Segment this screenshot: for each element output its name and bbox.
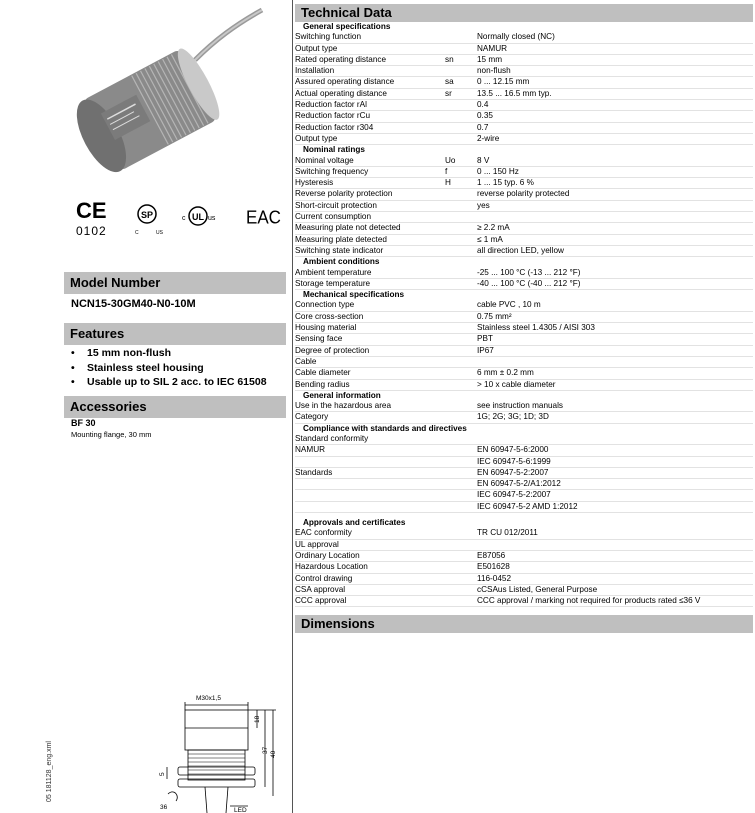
ce-number: 0102 xyxy=(76,224,107,238)
spec-row xyxy=(295,311,753,322)
spec-row xyxy=(295,467,753,478)
spec-label: Control drawing xyxy=(295,573,445,584)
spec-group-header xyxy=(295,145,753,156)
technical-data-header: Technical Data xyxy=(295,4,753,22)
spec-symbol: H xyxy=(445,178,477,189)
spec-value: 0 ... 12.15 mm xyxy=(477,77,753,88)
spec-label: Degree of protection xyxy=(295,345,445,356)
spec-value: yes xyxy=(477,200,753,211)
spec-row xyxy=(295,356,753,367)
spec-symbol xyxy=(445,189,477,200)
model-number: NCN15-30GM40-N0-10M xyxy=(71,298,196,310)
accessory-description: Mounting flange, 30 mm xyxy=(71,430,152,439)
spec-symbol xyxy=(445,445,477,456)
spec-group-label: Compliance with standards and directives xyxy=(303,423,467,433)
spec-label: Standard conformity xyxy=(295,434,445,445)
spec-symbol xyxy=(445,200,477,211)
spec-label: Storage temperature xyxy=(295,278,445,289)
spec-symbol xyxy=(445,66,477,77)
spec-row xyxy=(295,200,753,211)
spec-label: Bending radius xyxy=(295,379,445,390)
spec-symbol xyxy=(445,584,477,595)
spec-value xyxy=(477,356,753,367)
certification-logos xyxy=(72,198,287,238)
feature-item: • Usable up to SIL 2 acc. to IEC 61508 xyxy=(71,375,267,390)
svg-text:UL: UL xyxy=(192,212,204,222)
spec-value: 1 ... 15 typ. 6 % xyxy=(477,178,753,189)
spec-symbol xyxy=(445,562,477,573)
ul-mark-icon xyxy=(182,207,216,225)
spec-value: IEC 60947-5-2:2007 xyxy=(477,490,753,501)
spec-value: Stainless steel 1.4305 / AISI 303 xyxy=(477,323,753,334)
spec-row xyxy=(295,278,753,289)
spec-label xyxy=(295,501,445,512)
spec-value: 0.7 xyxy=(477,122,753,133)
spec-symbol xyxy=(445,268,477,279)
spec-row xyxy=(295,32,753,43)
spec-row xyxy=(295,66,753,77)
spec-row xyxy=(295,456,753,467)
spec-value: reverse polarity protected xyxy=(477,189,753,200)
spec-row xyxy=(295,434,753,445)
spec-row xyxy=(295,156,753,167)
svg-text:CE: CE xyxy=(76,198,107,223)
spec-row xyxy=(295,539,753,550)
spec-value: NAMUR xyxy=(477,43,753,54)
spec-label: Housing material xyxy=(295,323,445,334)
spec-value: E501628 xyxy=(477,562,753,573)
svg-text:C: C xyxy=(135,230,139,236)
spec-label: Connection type xyxy=(295,300,445,311)
svg-text:EAC: EAC xyxy=(246,206,281,228)
spec-label: Installation xyxy=(295,66,445,77)
spec-value: 0.35 xyxy=(477,111,753,122)
spec-value: non-flush xyxy=(477,66,753,77)
spec-label: Hazardous Location xyxy=(295,562,445,573)
spec-row xyxy=(295,245,753,256)
dim-36-label: 36 xyxy=(160,804,168,811)
spec-value: > 10 x cable diameter xyxy=(477,379,753,390)
spec-value: TR CU 012/2011 xyxy=(477,528,753,539)
spec-value xyxy=(477,212,753,223)
spec-value: Normally closed (NC) xyxy=(477,32,753,43)
spec-row xyxy=(295,584,753,595)
spec-row xyxy=(295,550,753,561)
spec-value: 2-wire xyxy=(477,133,753,144)
spec-symbol xyxy=(445,100,477,111)
spec-symbol xyxy=(445,456,477,467)
spec-label: Switching state indicator xyxy=(295,245,445,256)
spec-symbol xyxy=(445,300,477,311)
spec-symbol xyxy=(445,401,477,412)
spec-symbol xyxy=(445,323,477,334)
spec-value: IP67 xyxy=(477,345,753,356)
spec-symbol xyxy=(445,234,477,245)
spec-symbol xyxy=(445,356,477,367)
eac-mark-icon xyxy=(246,207,281,228)
spec-label: Ambient temperature xyxy=(295,268,445,279)
spec-label xyxy=(295,479,445,490)
feature-item: • Stainless steel housing xyxy=(71,361,267,376)
spec-value xyxy=(477,434,753,445)
spec-label: Category xyxy=(295,412,445,423)
spec-row xyxy=(295,501,753,512)
spec-symbol xyxy=(445,467,477,478)
spec-value: IEC 60947-5-2 AMD 1:2012 xyxy=(477,501,753,512)
spec-symbol xyxy=(445,111,477,122)
spec-group-label: Approvals and certificates xyxy=(303,518,406,528)
spec-symbol xyxy=(445,479,477,490)
spec-symbol xyxy=(445,412,477,423)
spec-value: all direction LED, yellow xyxy=(477,245,753,256)
spec-value xyxy=(477,539,753,550)
spec-symbol xyxy=(445,43,477,54)
spec-group-label: General information xyxy=(303,390,381,400)
spec-symbol xyxy=(445,434,477,445)
spec-group-header xyxy=(295,423,753,434)
spec-row xyxy=(295,212,753,223)
spec-label: Actual operating distance xyxy=(295,88,445,99)
spec-label: Cable xyxy=(295,356,445,367)
spec-label: Assured operating distance xyxy=(295,77,445,88)
svg-text:c: c xyxy=(182,215,186,222)
spec-label xyxy=(295,490,445,501)
spec-symbol xyxy=(445,122,477,133)
csa-mark-icon xyxy=(135,205,164,236)
spec-label: Nominal voltage xyxy=(295,156,445,167)
spec-group-header xyxy=(295,518,753,528)
spec-value: PBT xyxy=(477,334,753,345)
spec-symbol xyxy=(445,379,477,390)
spec-row xyxy=(295,300,753,311)
svg-text:SP: SP xyxy=(141,210,154,220)
spec-symbol xyxy=(445,212,477,223)
spec-value: 0 ... 150 Hz xyxy=(477,166,753,177)
dimension-drawing xyxy=(160,688,300,813)
spec-symbol xyxy=(445,550,477,561)
spec-group-label: Ambient conditions xyxy=(303,257,380,267)
spec-row xyxy=(295,379,753,390)
spec-label: Switching function xyxy=(295,32,445,43)
spec-label: Measuring plate not detected xyxy=(295,223,445,234)
spec-label: CSA approval xyxy=(295,584,445,595)
spec-row xyxy=(295,88,753,99)
spec-symbol: sa xyxy=(445,77,477,88)
right-column xyxy=(295,0,753,633)
spec-row xyxy=(295,573,753,584)
spec-value: ≥ 2.2 mA xyxy=(477,223,753,234)
spec-value: IEC 60947-5-6:1999 xyxy=(477,456,753,467)
spec-group-label: Mechanical specifications xyxy=(303,290,405,300)
spec-label: Use in the hazardous area xyxy=(295,401,445,412)
spec-label: Cable diameter xyxy=(295,368,445,379)
dimensions-header: Dimensions xyxy=(295,615,753,633)
dim-40-label: 40 xyxy=(270,750,277,758)
spec-label: Measuring plate detected xyxy=(295,234,445,245)
spec-label: Short-circuit protection xyxy=(295,200,445,211)
spec-row xyxy=(295,234,753,245)
spec-value: 6 mm ± 0.2 mm xyxy=(477,368,753,379)
accessories-header: Accessories xyxy=(64,396,286,418)
spec-label: Sensing face xyxy=(295,334,445,345)
spec-symbol xyxy=(445,334,477,345)
spec-symbol xyxy=(445,539,477,550)
spec-value: 13.5 ... 16.5 mm typ. xyxy=(477,88,753,99)
led-label: LED xyxy=(234,807,247,813)
spec-row xyxy=(295,77,753,88)
dim-5-label: 5 xyxy=(159,772,166,776)
spec-label: Output type xyxy=(295,133,445,144)
spec-row xyxy=(295,323,753,334)
spec-label: Reduction factor rAl xyxy=(295,100,445,111)
model-number-header: Model Number xyxy=(64,272,286,294)
spec-row xyxy=(295,479,753,490)
spec-label: Ordinary Location xyxy=(295,550,445,561)
spec-row xyxy=(295,54,753,65)
thread-label: M30x1,5 xyxy=(196,695,221,702)
spec-group-header xyxy=(295,390,753,401)
spec-symbol xyxy=(445,501,477,512)
spec-row xyxy=(295,412,753,423)
spec-row xyxy=(295,43,753,54)
spec-value: 0.75 mm² xyxy=(477,311,753,322)
spec-symbol xyxy=(445,32,477,43)
spec-row xyxy=(295,528,753,539)
ce-mark-icon xyxy=(76,198,107,223)
spec-group-header xyxy=(295,22,753,32)
spec-row xyxy=(295,562,753,573)
svg-text:us: us xyxy=(208,215,216,222)
spec-row xyxy=(295,122,753,133)
spec-value: EN 60947-5-2:2007 xyxy=(477,467,753,478)
spec-value: cCSAus Listed, General Purpose xyxy=(477,584,753,595)
spec-label: Hysteresis xyxy=(295,178,445,189)
spec-row xyxy=(295,189,753,200)
spec-group-label: Nominal ratings xyxy=(303,145,365,155)
spec-group-header xyxy=(295,257,753,268)
spec-value: -40 ... 100 °C (-40 ... 212 °F) xyxy=(477,278,753,289)
spec-row xyxy=(295,445,753,456)
spec-value: EN 60947-5-2/A1:2012 xyxy=(477,479,753,490)
spec-label: Reverse polarity protection xyxy=(295,189,445,200)
spec-symbol: sr xyxy=(445,88,477,99)
spec-row xyxy=(295,100,753,111)
technical-data-table xyxy=(295,22,753,607)
spec-row xyxy=(295,223,753,234)
spec-label: Current consumption xyxy=(295,212,445,223)
spec-value: 1G; 2G; 3G; 1D; 3D xyxy=(477,412,753,423)
spec-label: Core cross-section xyxy=(295,311,445,322)
document-code: 05 181128_eng.xml xyxy=(46,741,53,802)
spec-symbol: Uo xyxy=(445,156,477,167)
spec-row xyxy=(295,178,753,189)
dim-18-label: 18 xyxy=(254,715,261,723)
spec-group-label: General specifications xyxy=(303,22,391,31)
spec-symbol xyxy=(445,133,477,144)
svg-text:US: US xyxy=(156,230,163,236)
spec-label: Standards xyxy=(295,467,445,478)
spec-value: EN 60947-5-6:2000 xyxy=(477,445,753,456)
spec-symbol xyxy=(445,596,477,607)
spec-symbol xyxy=(445,278,477,289)
spec-row xyxy=(295,596,753,607)
spec-symbol xyxy=(445,490,477,501)
spec-label: NAMUR xyxy=(295,445,445,456)
spec-value: CCC approval / marking not required for products rated ≤36 V xyxy=(477,596,753,607)
spec-value: 116-0452 xyxy=(477,573,753,584)
spec-symbol xyxy=(445,573,477,584)
spec-row xyxy=(295,111,753,122)
feature-item: • 15 mm non-flush xyxy=(71,346,267,361)
spec-value: 8 V xyxy=(477,156,753,167)
spec-symbol xyxy=(445,223,477,234)
spec-symbol xyxy=(445,528,477,539)
spec-value: -25 ... 100 °C (-13 ... 212 °F) xyxy=(477,268,753,279)
spec-value: 15 mm xyxy=(477,54,753,65)
spec-label: Output type xyxy=(295,43,445,54)
spec-label xyxy=(295,456,445,467)
spec-symbol xyxy=(445,245,477,256)
spec-label: CCC approval xyxy=(295,596,445,607)
spec-label: Reduction factor r304 xyxy=(295,122,445,133)
features-list xyxy=(71,346,267,390)
spec-value: 0.4 xyxy=(477,100,753,111)
spec-label: Rated operating distance xyxy=(295,54,445,65)
spec-symbol xyxy=(445,368,477,379)
spec-label: Reduction factor rCu xyxy=(295,111,445,122)
spec-group-header xyxy=(295,290,753,301)
spec-value: see instruction manuals xyxy=(477,401,753,412)
spec-row xyxy=(295,490,753,501)
spec-value: cable PVC , 10 m xyxy=(477,300,753,311)
spec-symbol: sn xyxy=(445,54,477,65)
spec-row xyxy=(295,401,753,412)
spec-row xyxy=(295,368,753,379)
spec-label: UL approval xyxy=(295,539,445,550)
accessory-link[interactable]: BF 30 xyxy=(71,418,96,428)
spec-row xyxy=(295,166,753,177)
spec-row xyxy=(295,334,753,345)
spec-symbol: f xyxy=(445,166,477,177)
spec-symbol xyxy=(445,345,477,356)
spec-label: EAC conformity xyxy=(295,528,445,539)
spec-value: E87056 xyxy=(477,550,753,561)
spec-row xyxy=(295,268,753,279)
spec-row xyxy=(295,133,753,144)
product-photo xyxy=(0,0,290,200)
spec-row xyxy=(295,345,753,356)
features-header: Features xyxy=(64,323,286,345)
dim-37-label: 37 xyxy=(262,746,269,754)
spec-label: Switching frequency xyxy=(295,166,445,177)
spec-value: ≤ 1 mA xyxy=(477,234,753,245)
spec-symbol xyxy=(445,311,477,322)
